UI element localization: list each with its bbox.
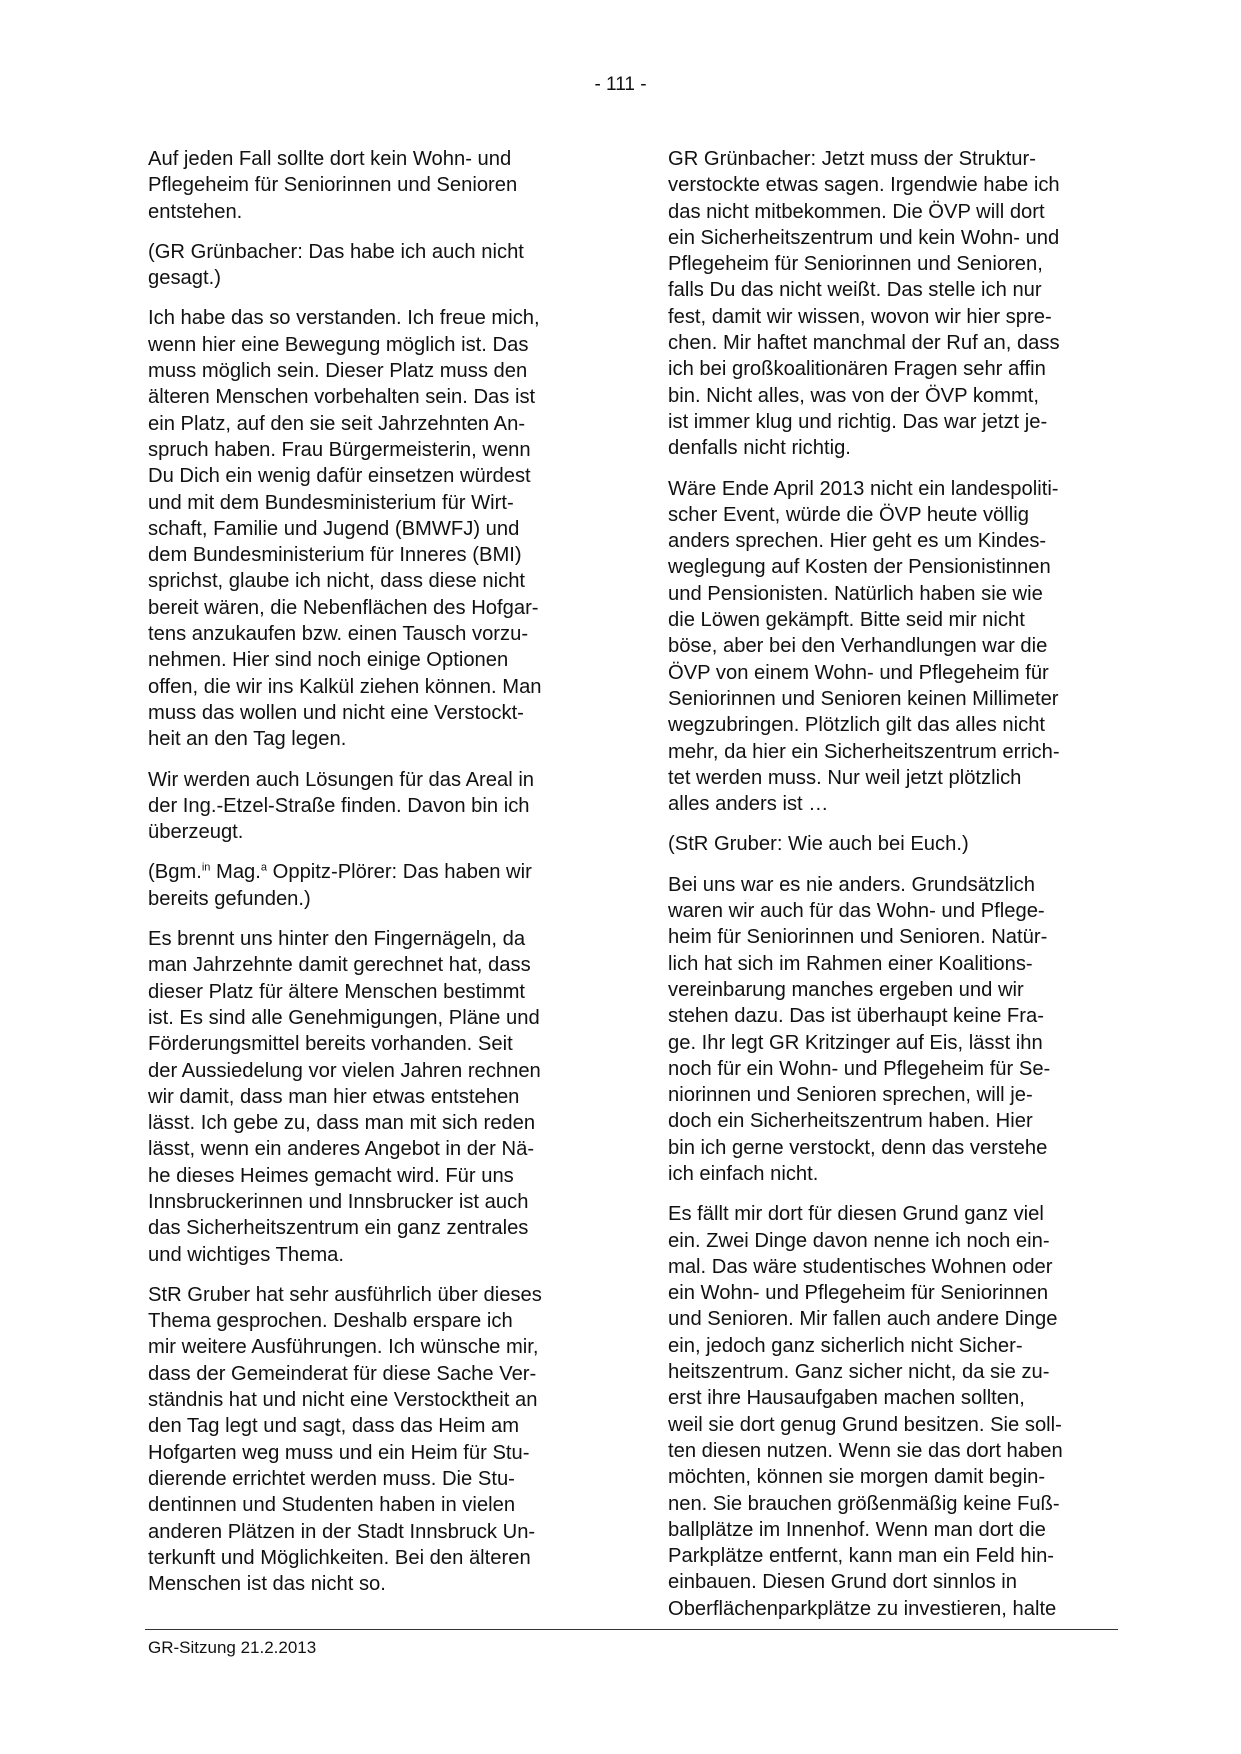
superscript-a: a [260,861,268,874]
interjection-middle: Mag. [210,861,261,884]
paragraph: Ich habe das so verstanden. Ich freue mich, wenn hier eine Bewegung möglich ist. Das muss möglich sein. Dieser Platz muss den älteren Menschen vorbehalten sein. Das ist ein Platz, auf den sie seit Jahrzehnten An- spruch haben. Frau Bürgermeisterin, wenn Du Dich ein wenig dafür einsetzen würdest und mit dem Bundesministerium für Wirt- schaft, Familie und Jugend (BMWFJ) und dem Bundesministerium für Inneres (BMI) sprichst, glaube ich nicht, dass diese nicht bereit wären, die Nebenflächen des Hofgar- tens anzukaufen bzw. einen Tausch vorzu- nehmen. Hier sind noch einige Optionen offen, die wir ins Kalkül ziehen können. Man muss das wollen und nicht eine Verstockt- heit an den Tag legen. [148,307,542,751]
paragraph: Es fällt mir dort für diesen Grund ganz viel ein. Zwei Dinge davon nenne ich noch ein- mal. Das wäre studentisches Wohnen oder ein Wohn- und Pflegeheim für Seniorinnen und Senioren. Mir fallen auch andere Dinge ein, jedoch ganz sicherlich nicht Sicher- heitszentrum. Ganz sicher nicht, da sie zu- erst ihre Hausaufgaben machen sollten, weil sie dort genug Grund besitzen. Sie soll- ten diesen nutzen. Wenn sie das dort haben möchten, können sie morgen damit begin- nen. Sie brauchen größenmäßig keine Fuß- ballplätze im Innenhof. Wenn man dort die Parkplätze entfernt, kann man ein Feld hin- einbauen. Diesen Grund dort sinnlos in Oberflächenparkplätze zu investieren, halte [668,1203,1063,1620]
paragraph: Auf jeden Fall sollte dort kein Wohn- und Pflegeheim für Seniorinnen und Senioren entstehen. [148,148,518,223]
interjection-prefix: (Bgm. [148,861,202,884]
superscript-in: in [201,861,211,874]
right-column [668,146,1123,1636]
paragraph: GR Grünbacher: Jetzt muss der Struktur- verstockte etwas sagen. Irgendwie habe ich das nicht mitbekommen. Die ÖVP will dort ein Sicherheitszentrum und kein Wohn- und Pflegeheim für Seniorinnen und Senioren, falls Du das nicht weißt. Das stelle ich nur fest, damit wir wissen, wovon wir hier spre- chen. Mir haftet manchmal der Ruf an, dass ich bei großkoalitionären Fragen sehr affin bin. Nicht alles, was von der ÖVP kommt, ist immer klug und richtig. Das war jetzt je- denfalls nicht richtig. [668,148,1060,460]
paragraph: StR Gruber hat sehr ausführlich über dieses Thema gesprochen. Deshalb erspare ich mir weitere Ausführungen. Ich wünsche mir, dass der Gemeinderat für diese Sache Ver- ständnis hat und nicht eine Verstocktheit an den Tag legt und sagt, dass das Heim am Hofgarten weg muss und ein Heim für Stu- dierende errichtet werden muss. Die Stu- dentinnen und Studenten haben in vielen anderen Plätzen in der Stadt Innsbruck Un- terkunft und Möglichkeiten. Bei den älteren Menschen ist das nicht so. [148,1283,542,1596]
interjection: (StR Gruber: Wie auch bei Euch.) [668,833,969,856]
paragraph: Es brennt uns hinter den Fingernägeln, da man Jahrzehnte damit gerechnet hat, dass dieser Platz für ältere Menschen bestimmt ist. Es sind alle Genehmigungen, Pläne und Förderungsmittel bereits vorhanden. Seit der Aussiedelung vor vielen Jahren rechnen wir damit, dass man hier etwas entstehen lässt. Ich gebe zu, dass man mit sich reden lässt, wenn ein anderes Angebot in der Nä- he dieses Heimes gemacht wird. Für uns Innsbruckerinnen und Innsbrucker ist auch das Sicherheitszentrum ein ganz zentrales und wichtiges Thema. [148,928,541,1266]
footer-divider [145,1629,1118,1630]
paragraph: Wäre Ende April 2013 nicht ein landespoliti- scher Event, würde die ÖVP heute völlig anders sprechen. Hier geht es um Kindes- weglegung auf Kosten der Pensionistinnen und Pensionisten. Natürlich haben sie wie die Löwen gekämpft. Bitte seid mir nicht böse, aber bei den Verhandlungen war die ÖVP von einem Wohn- und Pflegeheim für Seniorinnen und Senioren keinen Millimeter wegzubringen. Plötzlich gilt das alles nicht mehr, da hier ein Sicherheitszentrum errich- tet werden muss. Nur weil jetzt plötzlich alles anders ist … [668,477,1060,816]
paragraph: Bei uns war es nie anders. Grundsätzlich waren wir auch für das Wohn- und Pflege- heim für Seniorinnen und Senioren. Natür- lich hat sich im Rahmen einer Koalitions- vereinbarung manches ergeben und wir stehen dazu. Das ist überhaupt keine Fra- ge. Ihr legt GR Kritzinger auf Eis, lässt ihn noch für ein Wohn- und Pflegeheim für Se- niorinnen und Senioren sprechen, will je- doch ein Sicherheitszentrum haben. Hier bin ich gerne verstockt, denn das verstehe ich einfach nicht. [668,873,1051,1185]
interjection-rest: Oppitz-Plörer: Das haben wir bereits gefunden.) [148,861,532,910]
page-number: - 111 - [594,74,647,95]
left-column [148,146,603,1611]
interjection [148,859,603,912]
paragraph: Wir werden auch Lösungen für das Areal in der Ing.-Etzel-Straße finden. Davon bin ich überzeugt. [148,768,535,844]
footer-text: GR-Sitzung 21.2.2013 [148,1638,317,1657]
interjection: (GR Grünbacher: Das habe ich auch nicht gesagt.) [148,240,524,290]
